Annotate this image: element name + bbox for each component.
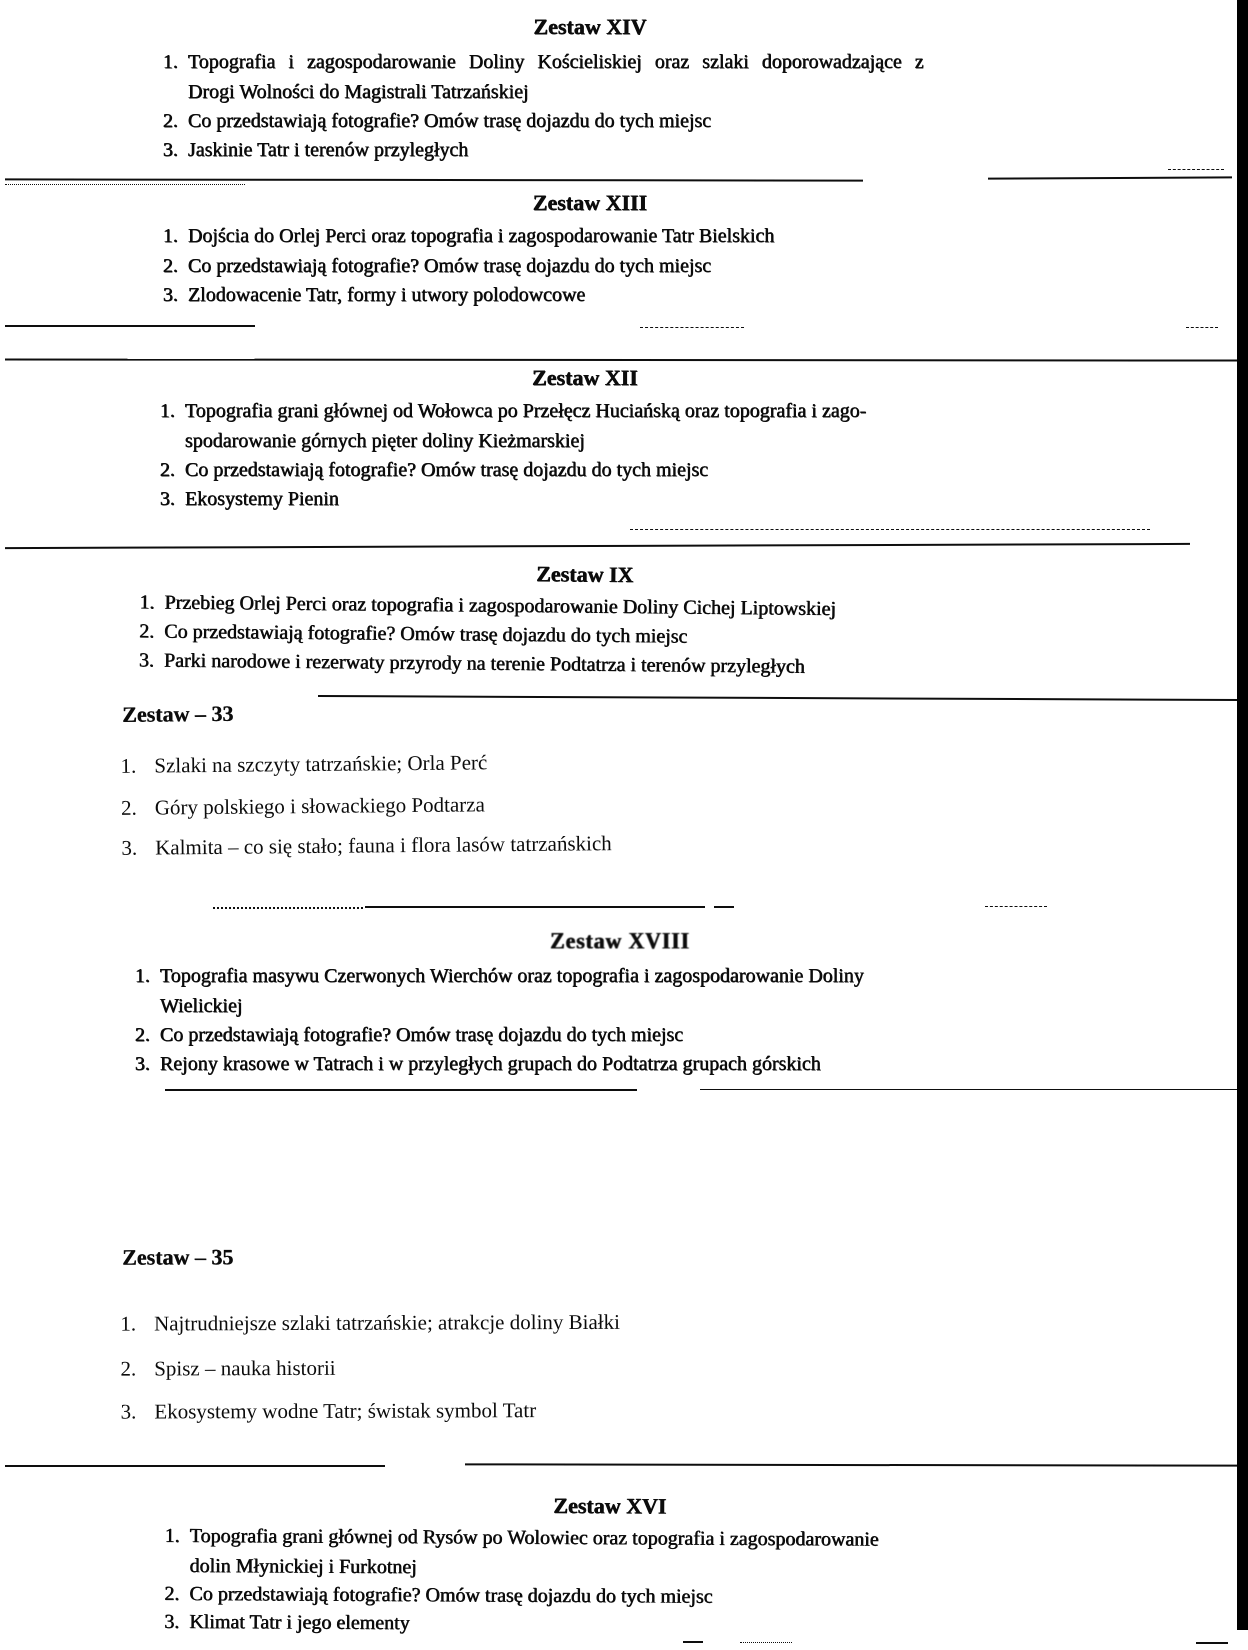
item-number: 1.: [135, 965, 150, 987]
separator-line: [683, 1641, 703, 1643]
scan-edge-artifact: [1237, 0, 1248, 1630]
item-number: 3.: [120, 1399, 137, 1424]
item-line: Co przedstawiają fotografie? Omów trasę dojazdu do tych miejsc: [185, 459, 709, 481]
item-line: Ekosystemy Pienin: [185, 488, 339, 510]
question-item: [121, 827, 612, 864]
question-item: [163, 221, 774, 251]
section-title: Zestaw XIII: [532, 190, 648, 215]
section-title: Zestaw – 35: [122, 1244, 234, 1270]
section-zestaw-ix: [0, 556, 1248, 678]
item-number: 2.: [139, 620, 155, 643]
separator-line: [985, 906, 1047, 907]
item-number: 2.: [163, 255, 178, 277]
item-line: Topografia i zagospodarowanie Doliny Kościeliskiej oraz szlaki doporowadzające z: [188, 51, 924, 73]
separator-line: [318, 695, 1240, 701]
item-number: 3.: [163, 284, 178, 306]
item-line: Wielickiej: [160, 995, 243, 1017]
section-title: Zestaw – 33: [121, 700, 234, 727]
item-number: 3.: [135, 1053, 150, 1075]
separator-line: [640, 327, 744, 328]
item-line: Co przedstawiają fotografie? Omów trasę dojazdu do tych miejsc: [164, 620, 688, 648]
item-line: Jaskinie Tatr i terenów przyległych: [188, 139, 469, 161]
separator-line: [213, 907, 363, 909]
separator-line: [1196, 1642, 1228, 1644]
item-number: 1.: [120, 1311, 137, 1336]
item-number: 1.: [139, 591, 155, 614]
item-number: 3.: [121, 835, 138, 860]
question-item: [121, 788, 485, 823]
separator-line: [700, 1089, 1240, 1090]
separator-line: [5, 178, 863, 181]
question-item: [160, 396, 866, 456]
question-item: [120, 1306, 620, 1340]
separator-line: [365, 906, 705, 908]
separator-line: [740, 1642, 792, 1643]
question-item: [160, 484, 339, 514]
item-number: 2.: [163, 110, 178, 132]
question-item: [163, 280, 585, 310]
item-line: Ekosystemy wodne Tatr; świstak symbol Tatr: [154, 1398, 537, 1424]
question-item: [164, 1607, 410, 1638]
item-number: 3.: [163, 139, 178, 161]
item-line: Dojścia do Orlej Perci oraz topografia i zagospodarowanie Tatr Bielskich: [188, 225, 775, 247]
item-number: 2.: [164, 1582, 180, 1605]
item-number: 1.: [164, 1524, 180, 1547]
question-item: [160, 455, 708, 485]
item-line: Najtrudniejsze szlaki tatrzańskie; atrakcje doliny Białki: [154, 1309, 621, 1336]
question-item: [135, 1020, 683, 1050]
item-line: Parki narodowe i rezerwaty przyrody na terenie Podtatrza i terenów przyległych: [163, 649, 805, 678]
section-title: Zestaw XVI: [553, 1492, 667, 1519]
separator-line: [1186, 327, 1218, 328]
separator-line: [465, 1463, 1243, 1466]
section-zestaw-35: [0, 1236, 1248, 1424]
separator-line: [165, 1089, 637, 1091]
separator-line: [5, 184, 245, 185]
item-line: Topografia grani głównej od Wołowca po Przełęcz Huciańską oraz topografia i zago-: [185, 400, 867, 422]
item-number: 2.: [120, 795, 137, 820]
question-item: [163, 251, 711, 281]
separator-line: [5, 1465, 385, 1467]
question-item: [121, 1394, 537, 1427]
item-line: Topografia grani głównej od Rysów po Wolowiec oraz topografia i zagospodarowanie: [189, 1524, 879, 1551]
question-item: [163, 47, 924, 107]
separator-line: [988, 176, 1232, 179]
item-number: 1.: [120, 753, 137, 778]
question-item: [135, 1049, 821, 1079]
item-line: dolin Młynickiej i Furkotnej: [189, 1554, 417, 1579]
question-item: [120, 746, 487, 782]
question-item: [135, 961, 864, 1021]
item-number: 1.: [163, 225, 178, 247]
item-line: Kalmita – co się stało; fauna i flora lasów tatrzańskich: [155, 831, 612, 860]
separator-line: [5, 543, 1190, 549]
question-item: [163, 106, 711, 136]
item-line: Co przedstawiają fotografie? Omów trasę dojazdu do tych miejsc: [188, 110, 712, 132]
item-line: Przebieg Orlej Perci oraz topografia i zagospodarowanie Doliny Cichej Liptowskiej: [164, 591, 837, 621]
item-line: Rejony krasowe w Tatrach i w przyległych grupach do Podtatrza grupach górskich: [160, 1053, 821, 1075]
section-zestaw-xvi: [0, 1490, 1248, 1635]
item-line: Co przedstawiają fotografie? Omów trasę dojazdu do tych miejsc: [189, 1582, 713, 1608]
separator-line: [714, 906, 734, 908]
section-title: Zestaw XII: [532, 365, 638, 390]
question-item: [163, 135, 468, 165]
item-number: 3.: [160, 488, 175, 510]
question-item: [139, 645, 805, 681]
item-line: Klimat Tatr i jego elementy: [189, 1610, 410, 1635]
item-number: 2.: [160, 459, 175, 481]
item-number: 1.: [160, 400, 175, 422]
section-title: Zestaw XVIII: [550, 927, 690, 954]
separator-line: [1168, 169, 1224, 170]
item-line: Góry polskiego i słowackiego Podtarza: [154, 792, 485, 820]
item-number: 3.: [164, 1610, 180, 1633]
separator-line: [5, 325, 255, 327]
item-number: 3.: [138, 649, 155, 672]
item-line: Szlaki na szczyty tatrzańskie; Orla Perć: [154, 750, 488, 778]
separator-line: [630, 529, 1150, 530]
item-line: Topografia masywu Czerwonych Wierchów oraz topografia i zagospodarowanie Doliny: [160, 965, 864, 987]
item-line: Spisz – nauka historii: [154, 1355, 336, 1381]
item-number: 2.: [135, 1024, 150, 1046]
section-title: Zestaw IX: [536, 561, 634, 588]
item-line: Co przedstawiają fotografie? Omów trasę dojazdu do tych miejsc: [160, 1024, 684, 1046]
section-title: Zestaw XIV: [533, 14, 647, 39]
item-line: Co przedstawiają fotografie? Omów trasę dojazdu do tych miejsc: [188, 255, 712, 277]
question-item: [165, 1521, 879, 1585]
item-line: Drogi Wolności do Magistrali Tatrzańskiej: [188, 81, 529, 103]
separator-line: [5, 358, 1240, 361]
item-number: 2.: [120, 1356, 137, 1381]
item-line: Zlodowacenie Tatr, formy i utwory polodowcowe: [188, 284, 586, 306]
question-item: [120, 1352, 335, 1385]
item-line: spodarowanie górnych pięter doliny Kieżmarskiej: [185, 430, 585, 452]
item-number: 1.: [163, 51, 178, 73]
